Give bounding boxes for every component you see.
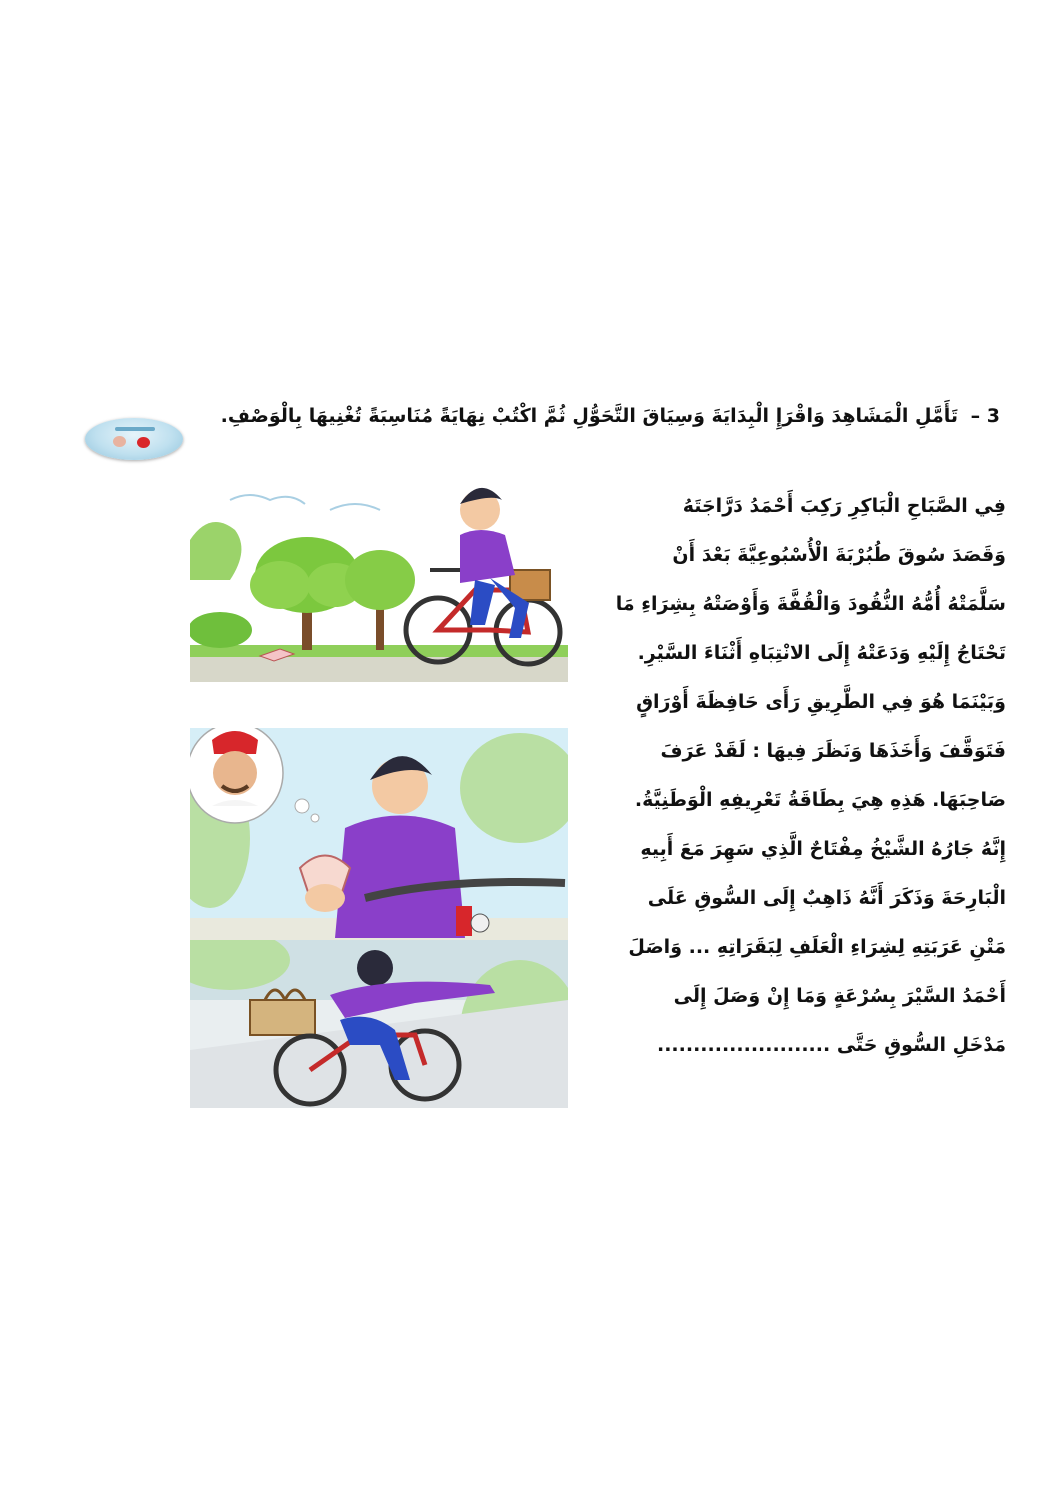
- story-line-10: مَتْنِ عَرَبَتِهِ لِشِرَاءِ الْعَلَفِ لِبَقَرَاتِهِ ... وَاصَلَ: [628, 936, 1006, 958]
- story-line-6: فَتَوَقَّفَ وَأَخَذَهَا وَنَظَرَ فِيهَا : لَقَدْ عَرَفَ: [660, 740, 1006, 762]
- story-line-12: مَدْخَلِ السُّوقِ حَتَّى ........................: [656, 1034, 1006, 1056]
- story-line-8: إِنَّهُ جَارُهُ الشَّيْخُ مِفْتَاحٌ الَّذِي سَهِرَ مَعَ أَبِيهِ: [640, 838, 1006, 860]
- story-illustrations: [190, 480, 568, 1108]
- illustration-scene-2: [190, 728, 568, 940]
- story-line-11: أَحْمَدُ السَّيْرَ بِسُرْعَةٍ وَمَا إِنْ وَصَلَ إِلَى: [673, 985, 1006, 1007]
- boy-riding-fast-illustration: [190, 940, 568, 1108]
- story-line-9: الْبَارِحَةَ وَذَكَرَ أَنَّهُ ذَاهِبٌ إِلَى السُّوقِ عَلَى: [647, 887, 1006, 909]
- story-line-4: تَحْتَاجُ إِلَيْهِ وَدَعَتْهُ إِلَى الانْتِبَاهِ أَثْنَاءَ السَّيْرِ.: [637, 642, 1006, 664]
- story-line-7: صَاحِبَهَا. هَذِهِ هِيَ بِطَاقَةُ تَعْرِيفِهِ الْوَطَنِيَّةُ.: [634, 789, 1006, 811]
- exercise-badge-icon: [85, 418, 183, 460]
- story-text: [578, 482, 1006, 1070]
- exercise-instruction-text: تَأَمَّلِ الْمَشَاهِدَ وَاقْرَإِ الْبِدَايَةَ وَسِيَاقَ التَّحَوُّلِ ثُمَّ اكْتُبْ نِهَايَةً مُنَاسِبَةً تُغْنِيهَا بِالْوَصْفِ.: [220, 405, 959, 427]
- exercise-instruction: [200, 405, 1000, 427]
- illustration-scene-3: [190, 940, 568, 1108]
- story-line-3: سَلَّمَتْهُ أُمُّهُ النُّقُودَ وَالْقُفَّةَ وَأَوْصَتْهُ بِشِرَاءِ مَا: [615, 593, 1006, 615]
- boy-riding-bike-illustration: [190, 480, 568, 682]
- story-line-1: فِي الصَّبَاحِ الْبَاكِرِ رَكِبَ أَحْمَدُ دَرَّاجَتَهُ: [682, 495, 1006, 517]
- boy-reading-id-card-illustration: [190, 728, 568, 940]
- badge-dot-right: [137, 437, 150, 448]
- exercise-number: 3 –: [970, 405, 1000, 427]
- badge-stripe: [115, 427, 155, 431]
- story-line-2: وَقَصَدَ سُوقَ طُبُرْبَةَ الْأُسْبُوعِيَّةَ بَعْدَ أَنْ: [672, 544, 1006, 566]
- badge-dot-left: [113, 436, 126, 447]
- illustration-scene-1: [190, 480, 568, 682]
- story-line-5: وَبَيْنَمَا هُوَ فِي الطَّرِيقِ رَأَى حَافِظَةَ أَوْرَاقٍ: [636, 691, 1006, 713]
